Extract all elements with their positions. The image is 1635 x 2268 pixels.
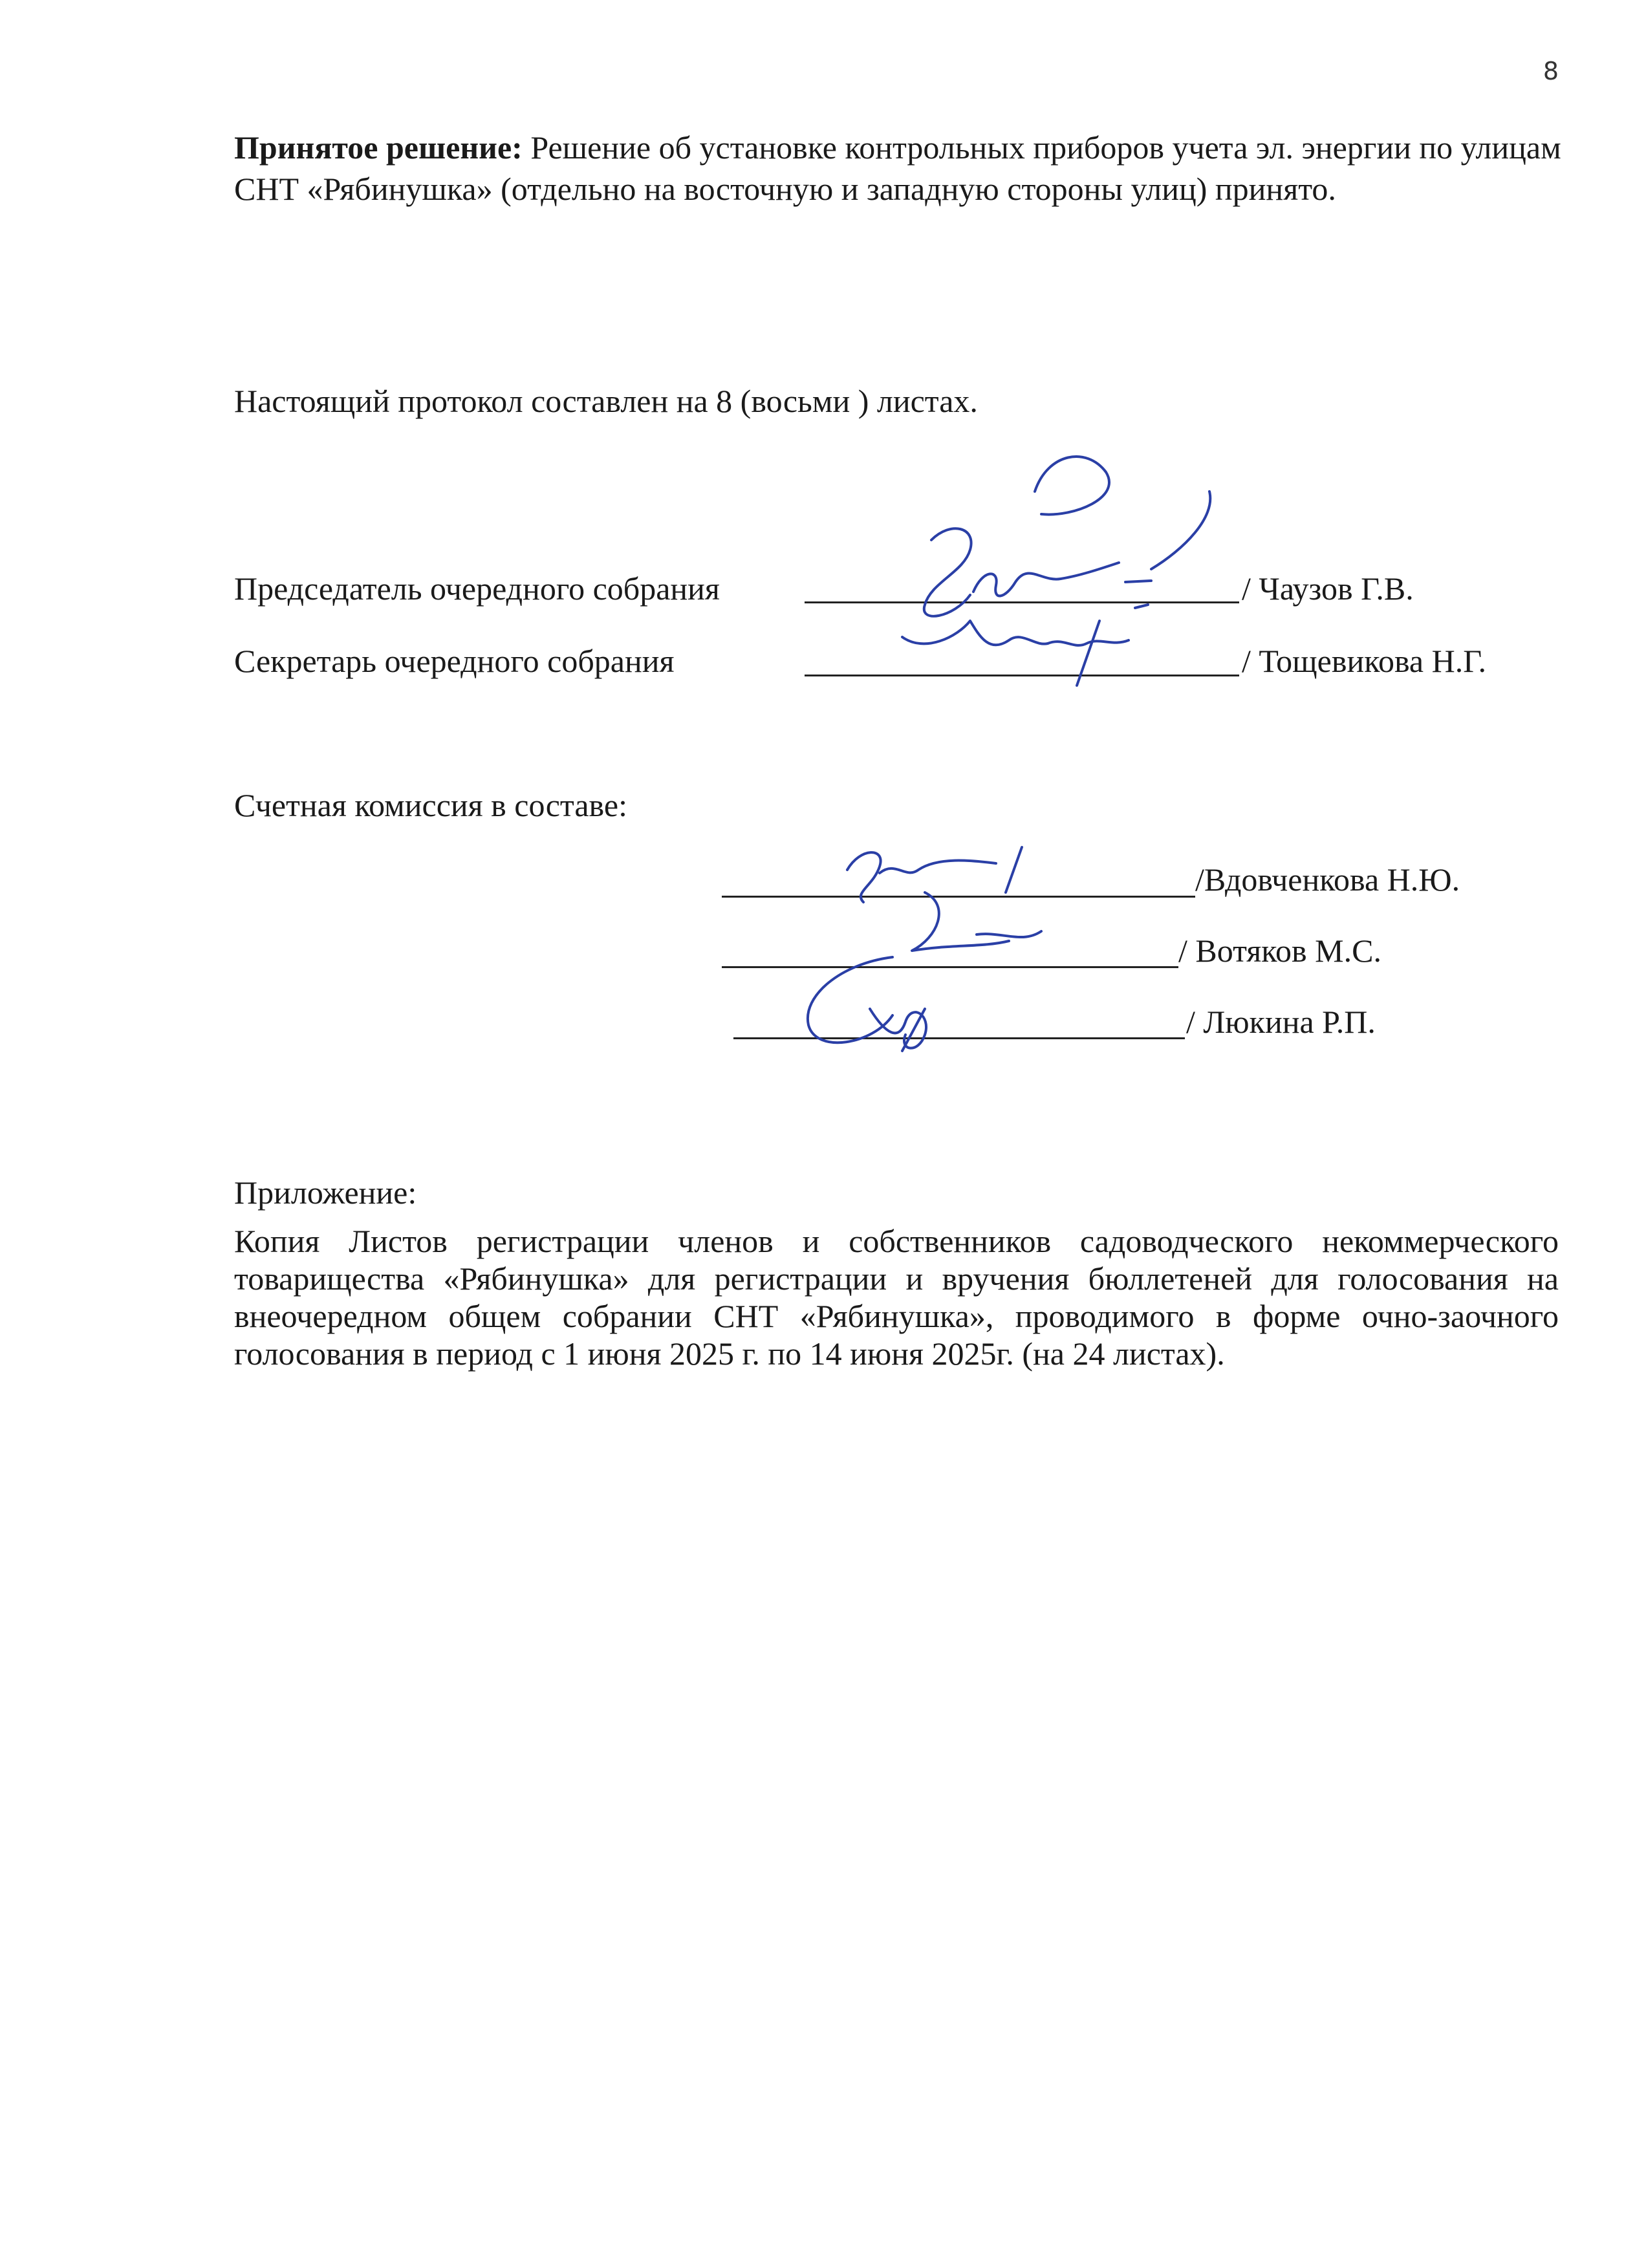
commission-handwritten-signature-2 — [912, 892, 1041, 951]
secretary-handwritten-signature — [902, 605, 1148, 686]
decision-label: Принятое решение: — [234, 129, 523, 166]
commission-member-2: / Вотяков М.С. — [1178, 933, 1381, 969]
chair-handwritten-signature — [924, 457, 1210, 616]
chair-name: / Чаузов Г.В. — [1242, 570, 1414, 607]
commission-line-2 — [722, 966, 1178, 968]
commission-member-3: / Люкина Р.П. — [1186, 1004, 1376, 1040]
pages-note: Настоящий протокол составлен на 8 (восьми ) листах. — [234, 383, 978, 419]
chair-role: Председатель очередного собрания — [234, 570, 720, 607]
commission-member-1: /Вдовченкова Н.Ю. — [1195, 861, 1460, 898]
commission-line-1 — [722, 896, 1195, 898]
commission-title: Счетная комиссия в составе: — [234, 787, 627, 823]
commission-handwritten-signature-1 — [847, 847, 1022, 902]
appendix-text: Копия Листов регистрации членов и собственников садоводческого некоммерческого товарищества «Рябинушка» для регистрации и вручения бюллетеней для голосования на внеочередном общем собрании СНТ «Рябинушка», проводимого в форме очно-заочного голосования в период с 1 июня 2025 г. по 14 июня 2025г. (на 24 листах). — [234, 1223, 1559, 1372]
secretary-signature-line — [805, 675, 1239, 676]
appendix-title: Приложение: — [234, 1174, 417, 1211]
chair-signature-line — [805, 601, 1239, 603]
decision-paragraph — [234, 127, 1566, 210]
secretary-role: Секретарь очередного собрания — [234, 643, 675, 679]
commission-line-3 — [733, 1037, 1185, 1039]
page-number: 8 — [1543, 57, 1559, 85]
secretary-name: / Тощевикова Н.Г. — [1242, 643, 1487, 679]
decision-text: Решение об установке контрольных приборов учета эл. энергии по улицам СНТ «Рябинушка» (отдельно на восточную и западную стороны улиц) принято. — [234, 129, 1561, 207]
